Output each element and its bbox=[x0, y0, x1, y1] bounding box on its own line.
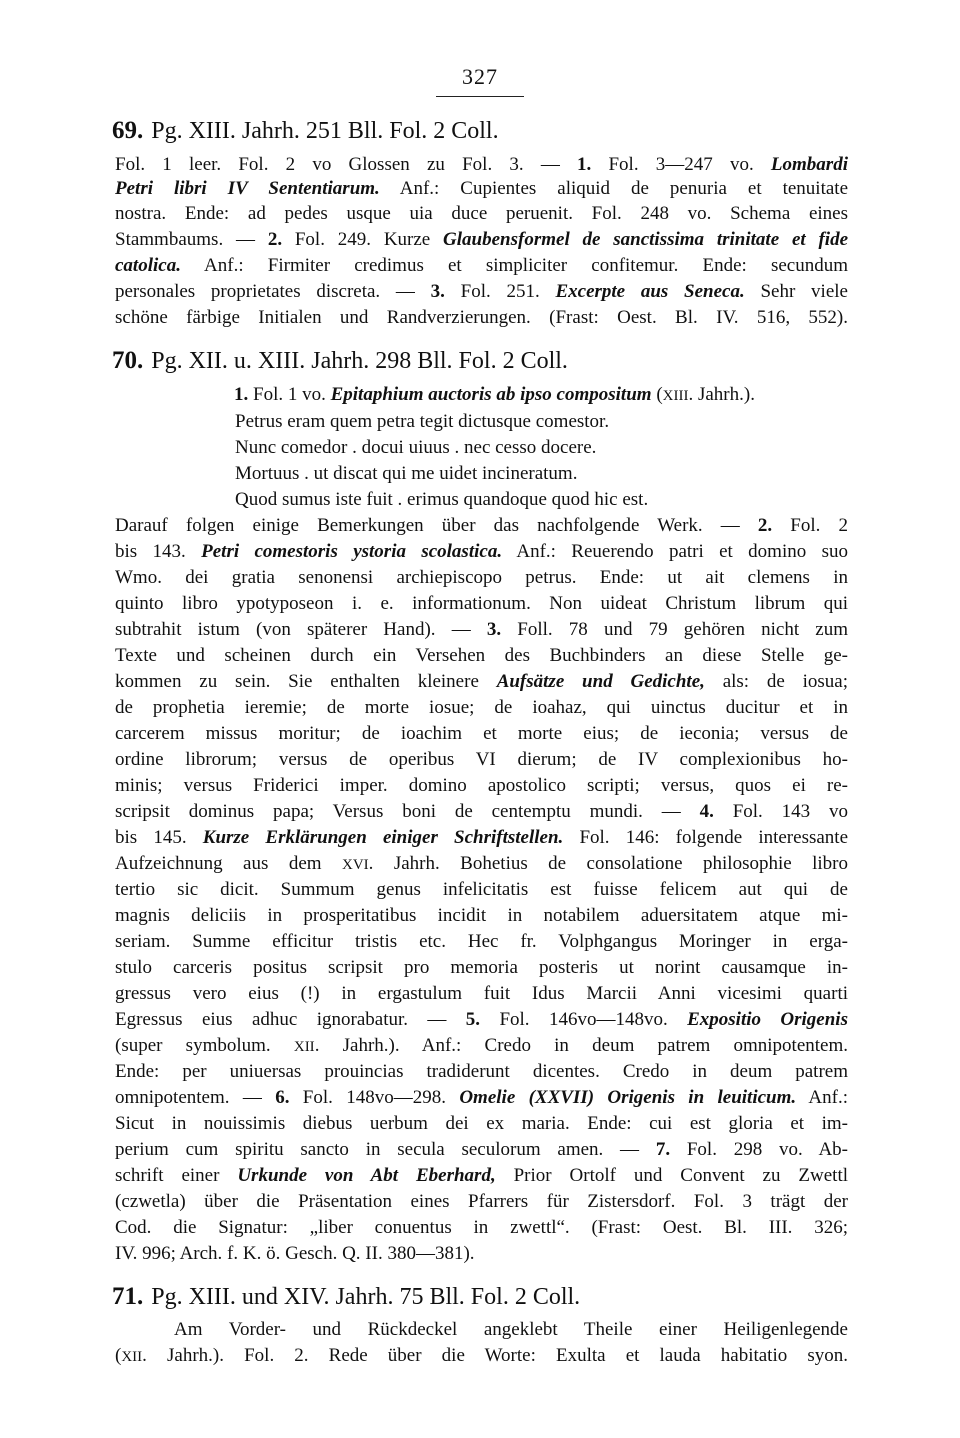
text-line: (super symbolum. XII. Jahrh.). Anf.: Credo in deum patrem omnipotentem. bbox=[115, 1035, 848, 1056]
text-line: omnipotentem. — 6. Fol. 148vo—298. Omelie (XXVII) Origenis in leuiticum. Anf.: bbox=[115, 1087, 849, 1108]
text-line: Fol. 1 leer. Fol. 2 vo Glossen zu Fol. 3. — 1. Fol. 3—247 vo. Lombardi bbox=[115, 154, 848, 175]
text-line: 1. Fol. 1 vo. Epitaphium auctoris ab ipso compositum (XIII. Jahrh.). bbox=[234, 384, 755, 405]
text-line: personales proprietates discreta. — 3. Fol. 251. Excerpte aus Seneca. Sehr viele bbox=[115, 281, 848, 302]
text-line: scripsit dominus papa; Versus boni de centemptu mundi. — 4. Fol. 143 vo bbox=[115, 801, 848, 822]
verse-line: Nunc comedor . docui uiuus . nec cesso docere. bbox=[235, 437, 597, 458]
text-line: subtrahit istum (von späterer Hand). — 3. Foll. 78 und 79 gehören nicht zum bbox=[115, 619, 848, 640]
page-number-rule bbox=[436, 96, 524, 97]
text-line: ordine librorum; versus de operibus VI dierum; de IV complexionibus ho- bbox=[115, 749, 848, 770]
text-line: bis 143. Petri comestoris ystoria scolastica. Anf.: Reuerendo patri et domino suo bbox=[115, 541, 848, 562]
text-line: (czwetla) über die Präsentation eines Pfarrers für Zistersdorf. Fol. 3 trägt der bbox=[115, 1191, 848, 1212]
text-line: gressus vero eius (!) in ergastulum fuit Idus Marcii Anni vicesimi quarti bbox=[115, 983, 848, 1004]
text-line: perium cum spiritu sancto in secula seculorum amen. — 7. Fol. 298 vo. Ab- bbox=[115, 1139, 848, 1160]
text-line: carcerem missus moritur; de ioachim et morte eius; de ieconia; versus de bbox=[115, 723, 848, 744]
entry-number: 70. bbox=[112, 347, 144, 374]
text-line: Texte und scheinen durch ein Versehen des Buchbinders an diese Stelle ge- bbox=[115, 645, 848, 666]
entry-71-heading bbox=[112, 1283, 580, 1311]
entry-number: 71. bbox=[112, 1283, 144, 1310]
text-line: Stammbaums. — 2. Fol. 249. Kurze Glaubensformel de sanctissima trinitate et fide bbox=[115, 229, 849, 250]
text-line: Darauf folgen einige Bemerkungen über das nachfolgende Werk. — 2. Fol. 2 bbox=[115, 515, 848, 536]
verse-line: Mortuus . ut discat qui me uidet incineratum. bbox=[235, 463, 578, 484]
entry-heading-text: Pg. XIII. und XIV. Jahrh. 75 Bll. Fol. 2 Coll. bbox=[151, 1284, 581, 1310]
verse-line: Petrus eram quem petra tegit dictusque comestor. bbox=[235, 411, 610, 432]
text-line: tertio sic dicit. Summum genus infelicitatis est fuisse felicem aut qui de bbox=[115, 879, 848, 900]
text-line: catolica. Anf.: Firmiter credimus et simpliciter confitemur. Ende: secundum bbox=[115, 255, 848, 276]
text-line: nostra. Ende: ad pedes usque uia duce peruenit. Fol. 248 vo. Schema eines bbox=[115, 203, 848, 224]
text-line: quinto libro ypotyposeon i. e. informationum. Non uideat Christum librum qui bbox=[115, 593, 848, 614]
text-line: seriam. Summe efficitur tristis etc. Hec fr. Volphgangus Moringer in erga- bbox=[115, 931, 848, 952]
entry-70-heading bbox=[112, 347, 568, 375]
verse-line: Quod sumus iste fuit . erimus quandoque quod hic est. bbox=[235, 489, 649, 510]
entry-number: 69. bbox=[112, 117, 144, 144]
text-line: kommen zu sein. Sie enthalten kleinere Aufsätze und Gedichte, als: de iosua; bbox=[115, 671, 848, 692]
text-line: Petri libri IV Sententiarum. Anf.: Cupientes aliquid de penuria et tenuitate bbox=[115, 178, 848, 199]
text-line: Sicut in nouissimis diebus uerbum dei ex maria. Ende: cui est gloria et im- bbox=[115, 1113, 848, 1134]
text-line: de prophetia ieremie; de morte iosue; de ioahaz, qui uinctus ducitur et in bbox=[115, 697, 848, 718]
text-line: Ende: per uniuersas prouincias tradiderunt dicentes. Credo in deum patrem bbox=[115, 1061, 848, 1082]
text-line: Egressus eius adhuc ignorabatur. — 5. Fol. 146vo—148vo. Expositio Origenis bbox=[115, 1009, 848, 1030]
text-line: Am Vorder- und Rückdeckel angeklebt Theile einer Heiligenlegende bbox=[174, 1319, 848, 1340]
entry-heading-text: Pg. XII. u. XIII. Jahrh. 298 Bll. Fol. 2 Coll. bbox=[151, 348, 568, 374]
text-line: Aufzeichnung aus dem XVI. Jahrh. Bohetius de consolatione philosophie libro bbox=[115, 853, 848, 874]
text-line: Wmo. dei gratia senonensi archiepiscopo petrus. Ende: ut ait clemens in bbox=[115, 567, 848, 588]
text-line: minis; versus Friderici imper. domino apostolico scripti; versus, quos ei re- bbox=[115, 775, 848, 796]
entry-heading-text: Pg. XIII. Jahrh. 251 Bll. Fol. 2 Coll. bbox=[151, 118, 499, 144]
text-line: schrift einer Urkunde von Abt Eberhard, Prior Ortolf und Convent zu Zwettl bbox=[115, 1165, 848, 1186]
text-line: schöne färbige Initialen und Randverzierungen. (Frast: Oest. Bl. IV. 516, 552). bbox=[115, 307, 848, 328]
text-line: stulo carceris positus scripsit pro memoria posteris ut norint causamque in- bbox=[115, 957, 848, 978]
page-number: 327 bbox=[462, 64, 498, 89]
text-line: (XII. Jahrh.). Fol. 2. Rede über die Worte: Exulta et lauda habitatio syon. bbox=[115, 1345, 848, 1366]
text-line: magnis deliciis in prosperitatibus incidit in notabilem aduersitatem atque mi- bbox=[115, 905, 848, 926]
text-line: bis 145. Kurze Erklärungen einiger Schriftstellen. Fol. 146: folgende interessante bbox=[115, 827, 848, 848]
text-line: IV. 996; Arch. f. K. ö. Gesch. Q. II. 380—381). bbox=[115, 1243, 475, 1264]
entry-69-heading bbox=[112, 117, 499, 145]
text-line: Cod. die Signatur: „liber conuentus in zwettl“. (Frast: Oest. Bl. III. 326; bbox=[115, 1217, 848, 1238]
